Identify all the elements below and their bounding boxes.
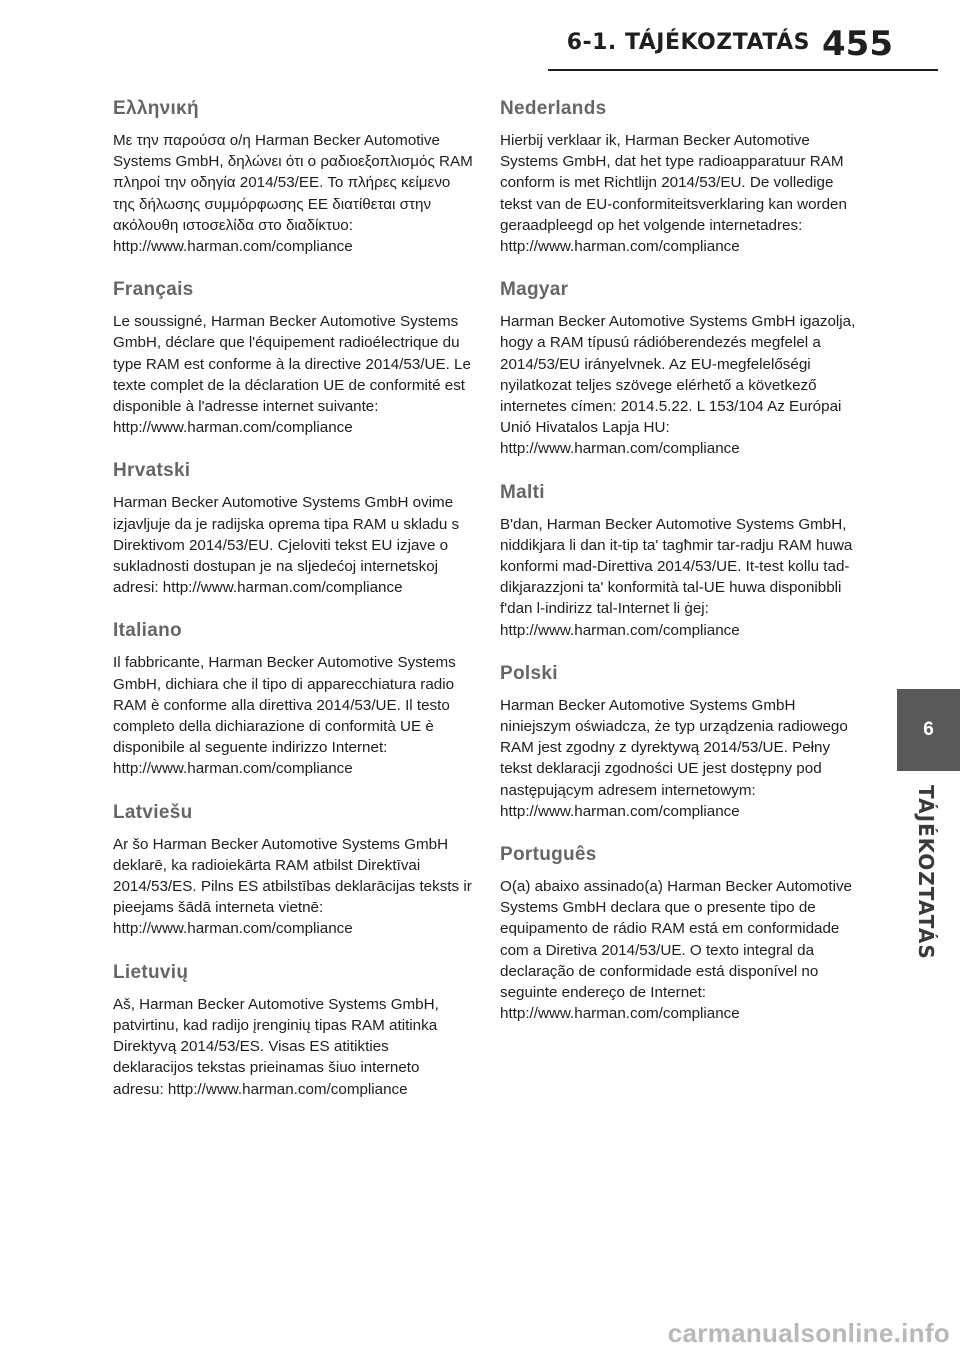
section-heading: Latviešu (113, 801, 193, 823)
section-title: 6-1. TÁJÉKOZTATÁS (566, 30, 810, 55)
section-french (113, 277, 473, 438)
section-dutch (500, 96, 860, 257)
section-text: O(a) abaixo assinado(a) Harman Becker Automotive Systems GmbH declara que o presente tipo de equipamento de rádio RAM está em conformidade com a Diretiva 2014/53/UE. O texto integral da declaração de conformidade está disponível no seguinte endereço de Internet: http://www.harman.com/compliance (500, 878, 853, 1023)
chapter-label: TÁJÉKOZTATÁS (914, 785, 938, 960)
section-text: Hierbij verklaar ik, Harman Becker Automotive Systems GmbH, dat het type radioapparatuur RAM conform is met Richtlijn 2014/53/EU. De volledige tekst van de EU-conformiteitsverklaring kan worden geraadpleegd op het volgende internetadres: http://www.harman.com/compliance (500, 132, 847, 256)
right-column (500, 96, 860, 1045)
page-header (0, 0, 960, 80)
section-text: Le soussigné, Harman Becker Automotive Systems GmbH, déclare que l'équipement radioélectrique du type RAM est conforme à la directive 2014/53/UE. Le texte complet de la déclaration UE de conformité est disponible à l'adresse internet suivante: http://www.harman.com/compliance (113, 313, 471, 437)
header-rule (548, 69, 938, 71)
section-text: Harman Becker Automotive Systems GmbH ovime izjavljuje da je radijska oprema tipa RAM u skladu s Direktivom 2014/53/EU. Cjeloviti tekst EU izjave o sukladnosti dostupan je na sljedećoj internetskoj adresi: http://www.harman.com/compliance (113, 494, 460, 597)
section-portuguese (500, 842, 860, 1024)
page-number: 455 (822, 24, 893, 64)
section-italian (113, 618, 473, 779)
section-text: Ar šo Harman Becker Automotive Systems GmbH deklarē, ka radioiekārta RAM atbilst Direktīvai 2014/53/ES. Pilns ES atbilstības deklarācijas teksts ir pieejams šādā interneta vietnē: http://www.harman.com/compliance (113, 835, 472, 938)
section-heading: Português (500, 844, 597, 866)
section-heading: Lietuvių (113, 961, 189, 983)
section-text: Aš, Harman Becker Automotive Systems GmbH, patvirtinu, kad radijo įrenginių tipas RAM atitinka Direktyvą 2014/53/ES. Visas ES atitikties deklaracijos tekstas prieinamas šiuo interneto adresu: http://www.harman.com/compliance (113, 995, 439, 1098)
section-hungarian (500, 277, 860, 459)
section-text: Harman Becker Automotive Systems GmbH niniejszym oświadcza, że typ urządzenia radiowego RAM jest zgodny z dyrektywą 2014/53/UE. Pełny tekst deklaracji zgodności UE jest dostępny pod następującym adresem internetowym: http://www.harman.com/compliance (500, 696, 848, 820)
section-heading: Ελληνική (113, 98, 199, 119)
section-text: Harman Becker Automotive Systems GmbH igazolja, hogy a RAM típusú rádióberendezés megfelel a 2014/53/EU irányelvnek. Az EU-megfelelőségi nyilatkozat teljes szövege elérhető a következő internetes címen: 2014.5.22. L 153/104 Az Európai Unió Hivatalos Lapja HU: http://www.harman.com/compliance (500, 313, 856, 458)
chapter-tab[interactable] (897, 689, 960, 771)
section-latvian (113, 800, 473, 940)
section-heading: Magyar (500, 279, 569, 301)
chapter-number: 6 (923, 719, 934, 740)
section-lithuanian (113, 960, 473, 1100)
section-polish (500, 661, 860, 822)
section-croatian (113, 458, 473, 598)
section-heading: Malti (500, 481, 545, 503)
section-heading: Hrvatski (113, 460, 191, 482)
section-text: B'dan, Harman Becker Automotive Systems GmbH, niddikjara li dan it-tip ta' tagħmir tar-radju RAM huwa konformi mad-Direttiva 2014/53/UE. It-test kollu tad-dikjarazzjoni ta' konformità tal-UE huwa disponibbli f'dan l-indirizz tal-Internet li ġej: http://www.harman.com/compliance (500, 515, 853, 639)
section-heading: Polski (500, 662, 558, 684)
section-text: Il fabbricante, Harman Becker Automotive Systems GmbH, dichiara che il tipo di apparecchiatura radio RAM è conforme alla direttiva 2014/53/UE. Il testo completo della dichiarazione di conformità UE è disponibile al seguente indirizzo Internet: http://www.harman.com/compliance (113, 654, 456, 778)
section-greek (113, 96, 473, 257)
section-maltese (500, 480, 860, 641)
section-heading: Français (113, 279, 194, 301)
section-text: Με την παρούσα ο/η Harman Becker Automotive Systems GmbH, δηλώνει ότι ο ραδιοεξοπλισμός RAM πληροί την οδηγία 2014/53/ΕΕ. Το πλήρες κείμενο της δήλωσης συμμόρφωσης ΕΕ διατίθεται στην ακόλουθη ιστοσελίδα στο διαδίκτυο: http://www.harman.com/compliance (113, 132, 473, 256)
watermark: carmanualsonline.info (667, 1318, 950, 1348)
section-heading: Italiano (113, 620, 182, 642)
left-column (113, 96, 473, 1120)
section-heading: Nederlands (500, 98, 607, 119)
